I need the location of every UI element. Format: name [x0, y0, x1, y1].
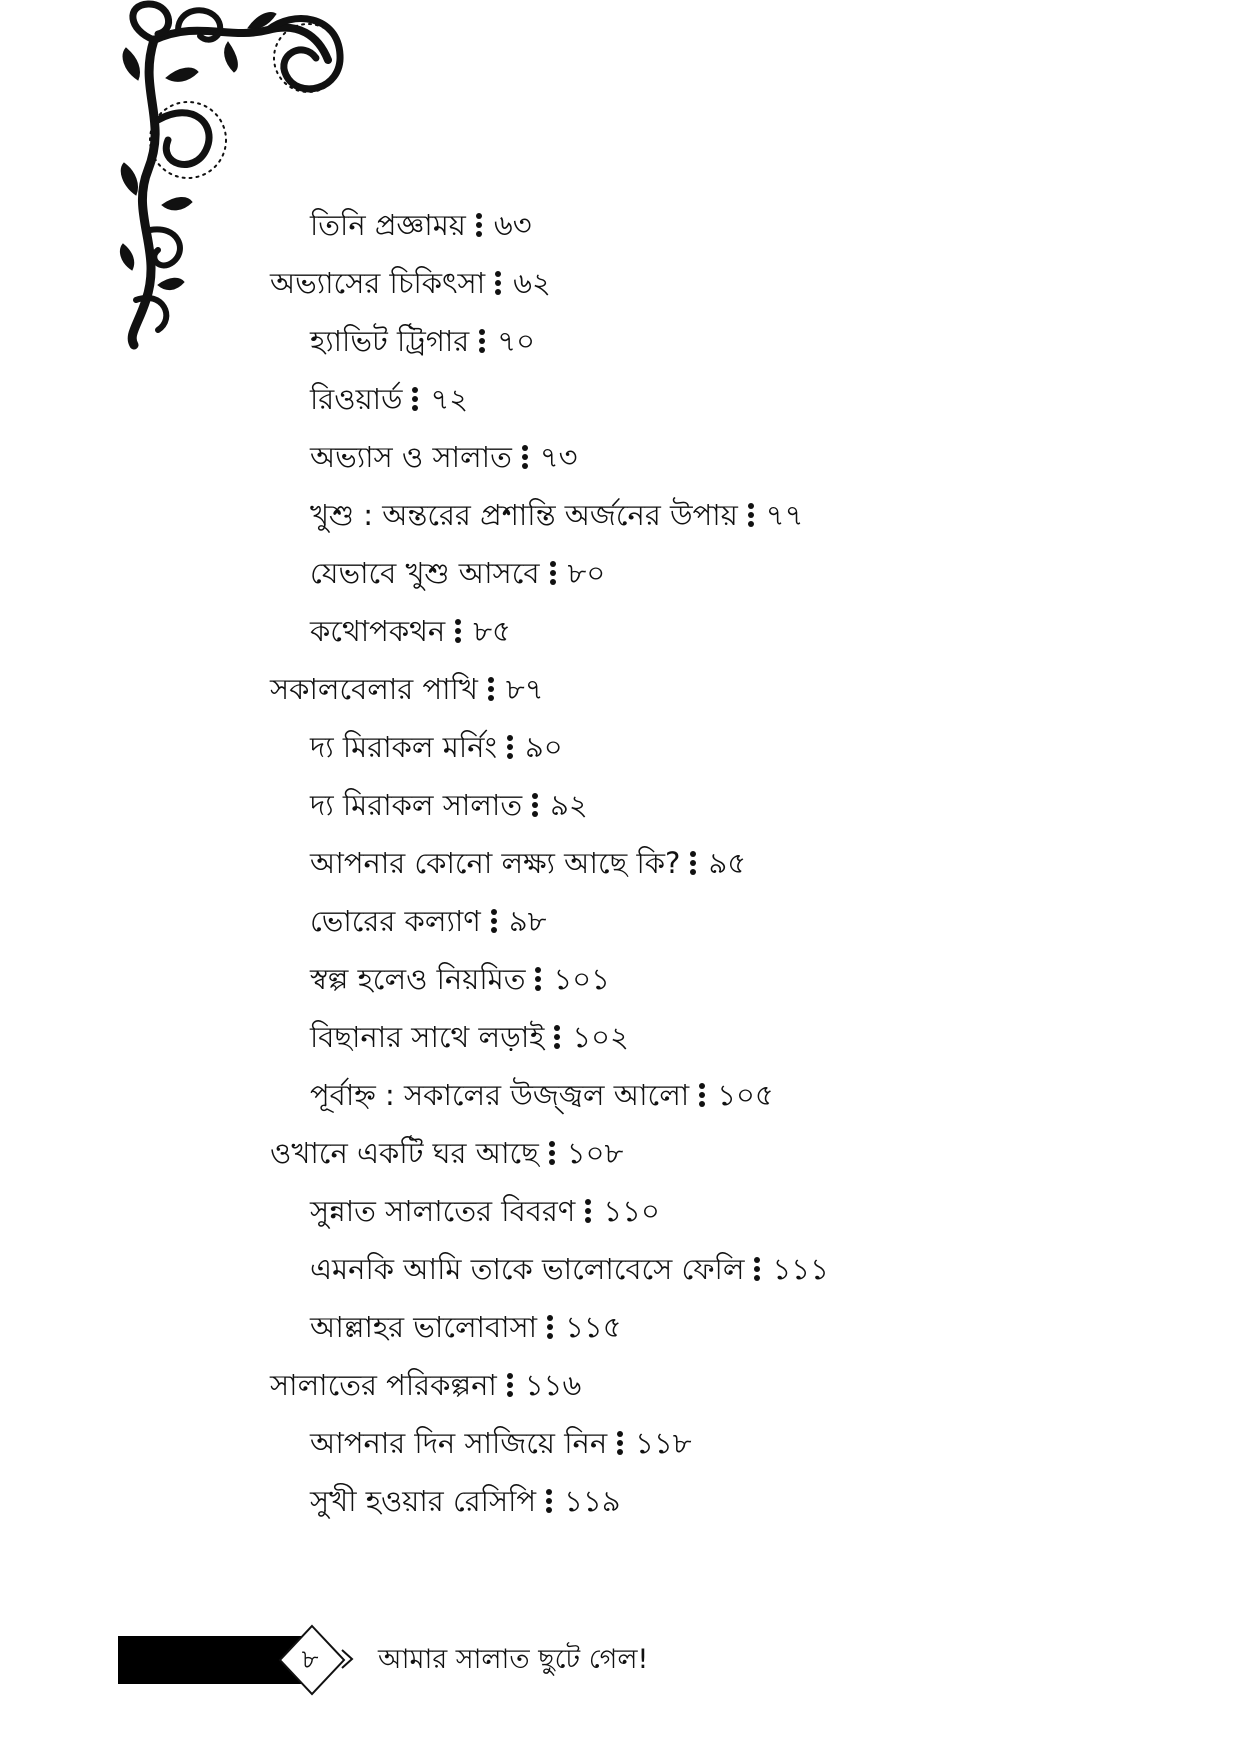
toc-entry-title: ভোরের কল্যাণ — [310, 904, 481, 938]
toc-entry-title: বিছানার সাথে লড়াই — [310, 1020, 545, 1054]
toc-entry[interactable] — [270, 1298, 1090, 1356]
toc-entry[interactable] — [270, 950, 1090, 1008]
toc-entry-page: ১০১ — [553, 962, 610, 996]
toc-entry[interactable] — [270, 718, 1090, 776]
toc-entry-page: ১১৯ — [564, 1484, 621, 1518]
separator-dots-icon — [412, 385, 418, 413]
toc-entry-page: ৯০ — [524, 730, 563, 764]
table-of-contents — [270, 196, 1090, 1530]
toc-entry-title: এমনকি আমি তাকে ভালোবেসে ফেলি — [310, 1252, 745, 1286]
toc-entry-page: ৭৭ — [765, 498, 804, 532]
toc-entry[interactable] — [270, 660, 1090, 718]
separator-dots-icon — [547, 1313, 553, 1341]
separator-dots-icon — [455, 617, 461, 645]
toc-entry[interactable] — [270, 776, 1090, 834]
toc-entry-title: স্বল্প হলেও নিয়মিত — [310, 962, 526, 996]
page-number: ৮ — [301, 1645, 319, 1675]
chevron-right-icon — [340, 1648, 354, 1670]
toc-entry-page: ৯৫ — [708, 846, 747, 880]
toc-entry-page: ৯২ — [550, 788, 588, 822]
toc-entry-page: ৯৮ — [508, 904, 547, 938]
toc-entry-title: সালাতের পরিকল্পনা — [270, 1368, 497, 1402]
toc-entry[interactable] — [270, 834, 1090, 892]
toc-entry-title: আল্লাহর ভালোবাসা — [310, 1310, 538, 1344]
toc-entry-page: ৬২ — [513, 266, 551, 300]
separator-dots-icon — [491, 907, 497, 935]
separator-dots-icon — [507, 733, 513, 761]
separator-dots-icon — [748, 501, 754, 529]
toc-entry-page: ৭২ — [430, 382, 469, 416]
toc-entry[interactable] — [270, 1414, 1090, 1472]
toc-entry-title: খুশু : অন্তরের প্রশান্তি অর্জনের উপায় — [310, 498, 738, 532]
separator-dots-icon — [546, 1487, 552, 1515]
toc-entry-title: আপনার দিন সাজিয়ে নিন — [310, 1426, 608, 1460]
toc-entry-page: ১১০ — [603, 1194, 660, 1228]
toc-entry-page: ৭৩ — [539, 440, 578, 474]
toc-entry-page: ১১৫ — [565, 1310, 622, 1344]
separator-dots-icon — [585, 1197, 591, 1225]
separator-dots-icon — [495, 269, 501, 297]
separator-dots-icon — [488, 675, 494, 703]
toc-entry[interactable] — [270, 486, 1090, 544]
separator-dots-icon — [554, 1023, 560, 1051]
toc-entry-title: পূর্বাহ্ন : সকালের উজ্জ্বল আলো — [310, 1078, 690, 1112]
separator-dots-icon — [550, 559, 556, 587]
toc-entry-page: ১০৮ — [566, 1136, 624, 1170]
toc-entry[interactable] — [270, 1240, 1090, 1298]
toc-entry[interactable] — [270, 428, 1090, 486]
separator-dots-icon — [549, 1139, 555, 1167]
toc-entry-title: আপনার কোনো লক্ষ্য আছে কি? — [310, 846, 681, 880]
toc-entry-title: ওখানে একটি ঘর আছে — [270, 1136, 539, 1170]
toc-entry-title: তিনি প্রজ্ঞাময় — [310, 208, 466, 242]
separator-dots-icon — [754, 1255, 760, 1283]
toc-entry-page: ১০২ — [572, 1020, 629, 1054]
toc-entry-title: অভ্যাস ও সালাত — [310, 440, 512, 474]
toc-entry[interactable] — [270, 1182, 1090, 1240]
toc-entry[interactable] — [270, 1066, 1090, 1124]
toc-entry-title: সুন্নাত সালাতের বিবরণ — [310, 1194, 576, 1228]
toc-entry-title: সকালবেলার পাখি — [270, 672, 478, 706]
toc-entry[interactable] — [270, 254, 1090, 312]
toc-entry-page: ৮৭ — [505, 672, 544, 706]
toc-entry-page: ১১৮ — [635, 1426, 692, 1460]
toc-entry-page: ১০৫ — [717, 1078, 774, 1112]
toc-entry-page: ১১১ — [772, 1252, 829, 1286]
toc-entry[interactable] — [270, 544, 1090, 602]
separator-dots-icon — [617, 1429, 623, 1457]
toc-entry-page: ৮৫ — [473, 614, 511, 648]
toc-entry[interactable] — [270, 602, 1090, 660]
separator-dots-icon — [535, 965, 541, 993]
toc-entry-title: দ্য মিরাকল সালাত — [310, 788, 523, 822]
toc-entry[interactable] — [270, 370, 1090, 428]
toc-entry-title: কথোপকথন — [310, 614, 446, 648]
toc-entry-title: দ্য মিরাকল মর্নিং — [310, 730, 497, 764]
toc-entry-page: ৮০ — [567, 556, 606, 590]
book-title: আমার সালাত ছুটে গেল! — [378, 1644, 649, 1675]
separator-dots-icon — [479, 327, 485, 355]
separator-dots-icon — [476, 211, 482, 239]
toc-entry-title: অভ্যাসের চিকিৎসা — [270, 266, 486, 300]
toc-entry[interactable] — [270, 312, 1090, 370]
toc-entry-title: সুখী হওয়ার রেসিপি — [310, 1484, 537, 1518]
separator-dots-icon — [532, 791, 538, 819]
toc-entry[interactable] — [270, 1472, 1090, 1530]
toc-entry-page: ৭০ — [497, 324, 535, 358]
toc-entry[interactable] — [270, 1124, 1090, 1182]
toc-entry-title: যেভাবে খুশু আসবে — [310, 556, 540, 590]
separator-dots-icon — [522, 443, 528, 471]
toc-entry-page: ১১৬ — [524, 1368, 582, 1402]
toc-entry[interactable] — [270, 1008, 1090, 1066]
separator-dots-icon — [699, 1081, 705, 1109]
toc-entry[interactable] — [270, 892, 1090, 950]
separator-dots-icon — [690, 849, 696, 877]
toc-entry-title: হ্যাভিট ট্রিগার — [310, 324, 470, 358]
toc-entry[interactable] — [270, 196, 1090, 254]
toc-entry-title: রিওয়ার্ড — [310, 382, 403, 416]
toc-entry-page: ৬৩ — [493, 208, 532, 242]
toc-entry[interactable] — [270, 1356, 1090, 1414]
separator-dots-icon — [507, 1371, 513, 1399]
